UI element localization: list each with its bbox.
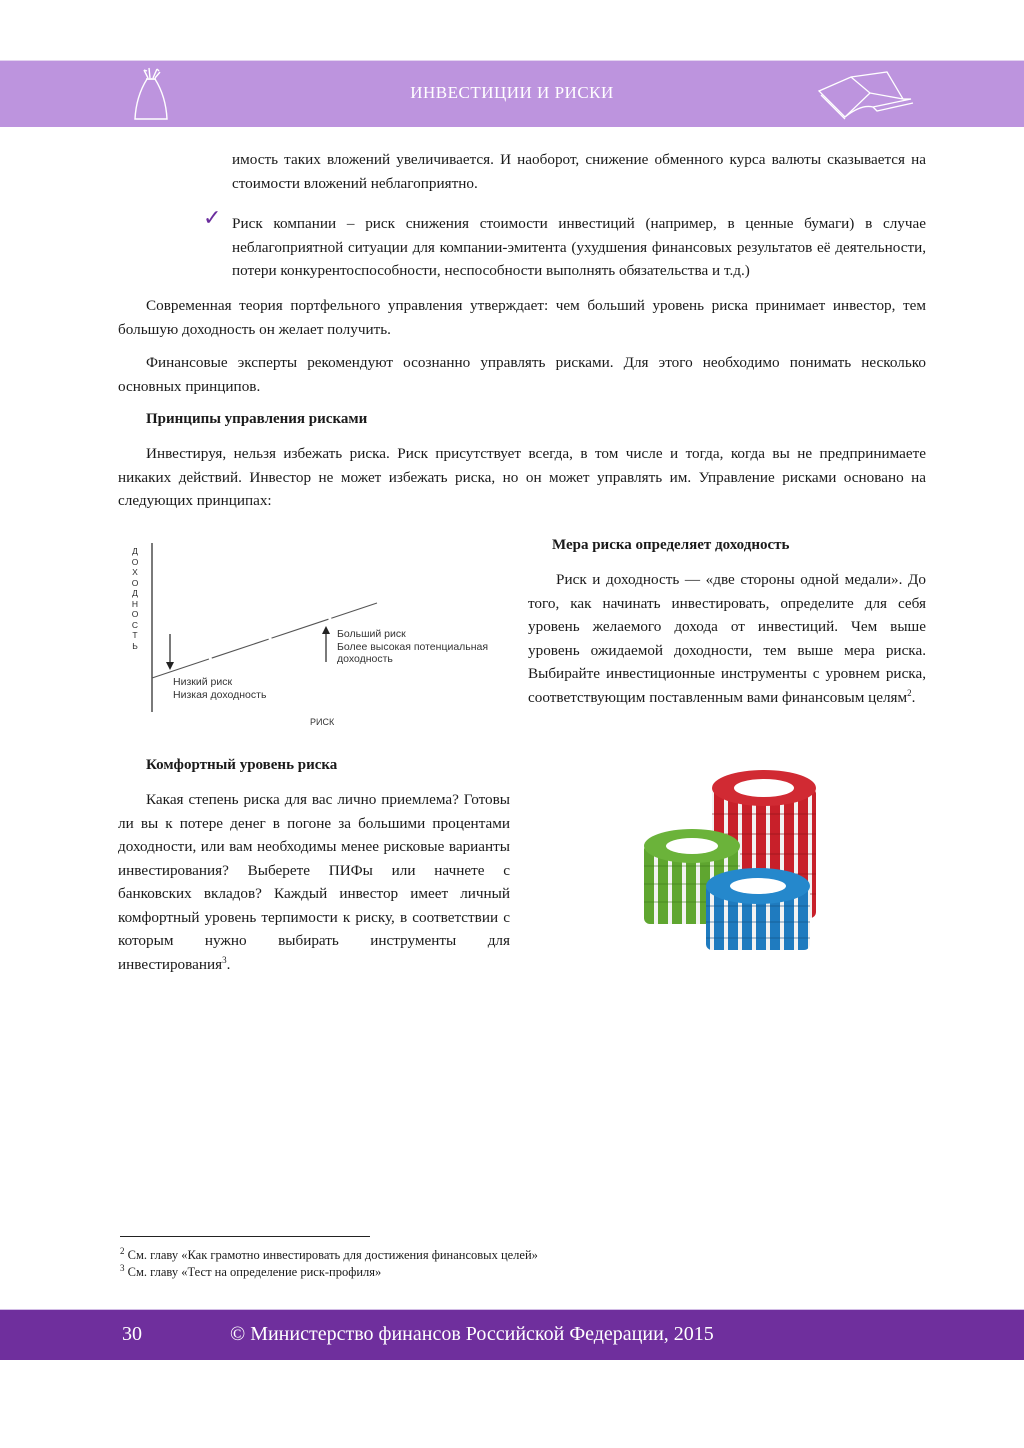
bullet-company-risk: Риск компании – риск снижения стоимости инвестиций (например, в ценные бумаги) в случае неблагоприятной ситуации для компании-эмитента (ухудшения финансовых результатов её деятельности, потери конкурентоспособности, неспособности выполнять обязательства и т.д.) [232,215,926,279]
continued-paragraph: имость таких вложений увеличивается. И наоборот, снижение обменного курса валюты сказывается на стоимости вложений неблагоприятно. [232,151,926,192]
footnote-3: $^3$ См. главу «Тест на определение риск-профиля» [120,1262,382,1279]
checkmark-icon: ✓ [203,206,222,231]
heading-measure-of-risk: Мера риска определяет доходность [552,537,790,553]
header-title: ИНВЕСТИЦИИ И РИСКИ [410,83,614,102]
page-header [0,60,1024,127]
blue-chip-stack [706,868,810,950]
paragraph-principles: Инвестируя, нельзя избежать риска. Риск присутствует всегда, в том числе и тогда, когда вы не предпринимаете никаких действий. Инвестор не может избежать риска, но он может управлять им. Управление рисками основано на следующих принципах: [118,445,926,509]
footnote-ref-3[interactable]: 3 [222,954,227,965]
footnote-2: $^2$ См. главу «Как грамотно инвестировать для достижения финансовых целей» [120,1245,538,1262]
paragraph-portfolio-theory: Современная теория портфельного управления утверждает: чем больший уровень риска принимает инвестор, тем большую доходность он желает получить. [118,297,926,338]
page-footer [0,1309,1024,1360]
risk-return-chart [115,540,515,740]
open-book-icon [815,69,915,121]
annotation-low-risk: Низкий риск Низкая доходность [173,676,267,701]
paragraph-experts: Финансовые эксперты рекомендуют осознанно управлять рисками. Для этого необходимо понимать несколько основных принципов. [118,354,926,395]
page-number: 30 [122,1323,142,1345]
copyright-text: © Министерство финансов Российской Федерации, 2015 [230,1323,714,1345]
heading-principles: Принципы управления рисками [146,411,368,427]
paragraph-measure-of-risk: Риск и доходность — «две стороны одной медали». До того, как начинать инвестировать, определите для себя уровень желаемого дохода от инвестиций. Чем выше уровень ожидаемой доходности, тем выше мера риска. Выбирайте инвестиционные инструменты с уровнем риска, соответствующим поставленным вами финансовым целям$^2$. [528,571,926,706]
paragraph-comfort-level: Какая степень риска для вас лично приемлема? Готовы ли вы к потере денег в погоне за большими процентами доходности, или вам необходимы менее рисковые варианты инвестирования? Выберете ПИФы или начнете с банковских вкладов? Каждый инвестор имеет личный комфортный уровень терпимости к риску, в соответствии с которым нужно выбирать инструменты для инвестирования$^3$. [118,791,510,973]
poker-chips-illustration [636,766,836,956]
chart-xlabel: РИСК [310,717,335,727]
chart-ylabel: Д О Х О Д Н О С Т Ь [131,546,139,651]
annotation-higher-risk: Больший риск Более высокая потенциальная доходность [337,628,489,665]
heading-comfort-level: Комфортный уровень риска [146,757,338,773]
footnote-ref-2[interactable]: 2 [907,687,912,698]
footnote-divider [120,1236,370,1237]
